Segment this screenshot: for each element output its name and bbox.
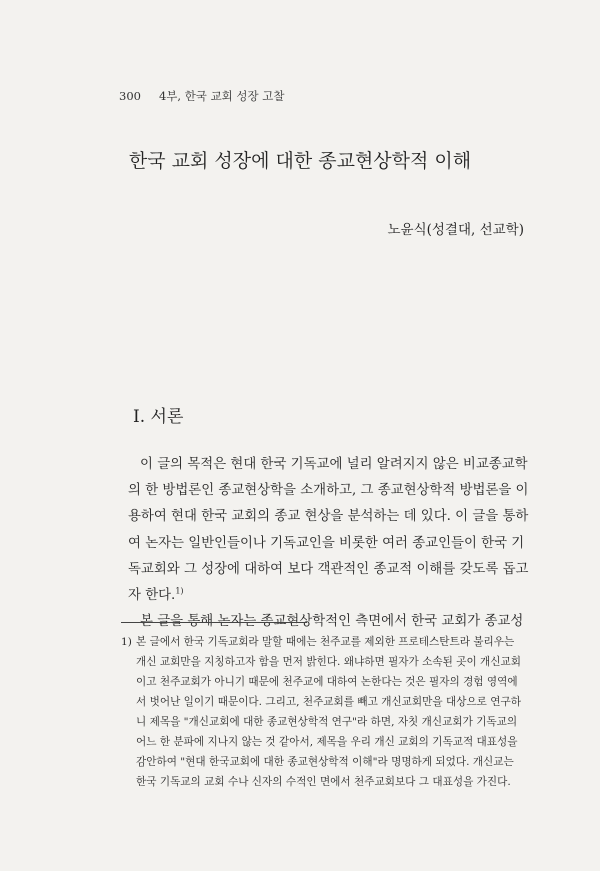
footnote-line: 감안하여 "현대 한국교회에 대한 종교현상학적 이해"라 명명하게 되었다. 개신교는	[136, 756, 514, 768]
article-title: 한국 교회 성장에 대한 종교현상학적 이해	[128, 150, 472, 172]
footnote-line: 니 제목을 "개신교회에 대한 종교현상학적 연구"라 하면, 자칫 개신교회가 기독교의	[136, 716, 518, 728]
footnote-line	[121, 632, 531, 652]
body-line-text: 자 한다.	[128, 588, 176, 604]
body-line: 여 논자는 일반인들이나 기독교인을 비롯한 여러 종교인들이 한국 기	[128, 535, 525, 551]
footnote-marker: 1)	[175, 586, 184, 596]
running-header	[119, 88, 285, 104]
body-line: 본 글을 통해 논자는 종교현상학적인 측면에서 한국 교회가 종교성	[140, 614, 524, 630]
footnote-line: 어느 한 분파에 지나지 않는 것 같아서, 제목을 우리 개신 교회의 기독교적 대표성을	[136, 736, 518, 748]
page-number: 300	[119, 89, 141, 103]
footnote-number: 1)	[121, 636, 132, 648]
footnote	[121, 632, 531, 792]
body-line: 의 한 방법론인 종교현상학을 소개하고, 그 종교현상학적 방법론을 이	[128, 483, 529, 499]
body-line-end	[128, 583, 530, 609]
author-line: 노윤식(성결대, 선교학)	[387, 222, 524, 238]
section-heading: I. 서론	[133, 407, 184, 427]
footnote-line: 개신 교회만을 지칭하고자 함을 먼저 밝힌다. 왜냐하면 필자가 소속된 곳이 개신교회	[136, 656, 521, 668]
footnote-text: 본 글에서 한국 기독교회라 말할 때에는 천주교를 제외한 프로테스탄트라 불리우는	[136, 636, 515, 648]
footnote-line: 이고 천주교회가 아니기 때문에 천주교에 대하여 논한다는 것은 필자의 경험 영역에	[136, 676, 518, 688]
body-paragraphs	[128, 452, 530, 635]
body-line: 이 글의 목적은 현대 한국 기독교에 널리 알려지지 않은 비교종교학	[140, 457, 528, 472]
part-title: 4부, 한국 교회 성장 고찰	[158, 89, 285, 103]
footnote-divider	[121, 622, 307, 623]
body-line: 독교회와 그 성장에 대하여 보다 객관적인 종교적 이해를 갖도록 돕고	[128, 561, 529, 577]
body-line: 용하여 현대 한국 교회의 종교 현상을 분석하는 데 있다. 이 글을 통하	[128, 509, 529, 525]
footnote-line: 서 벗어난 일이기 때문이다. 그리고, 천주교회를 빼고 개신교회만을 대상으로 연구하	[136, 696, 521, 708]
footnote-line: 한국 기독교의 교회 수나 신자의 수적인 면에서 천주교회보다 그 대표성을 가진다.	[136, 776, 511, 788]
